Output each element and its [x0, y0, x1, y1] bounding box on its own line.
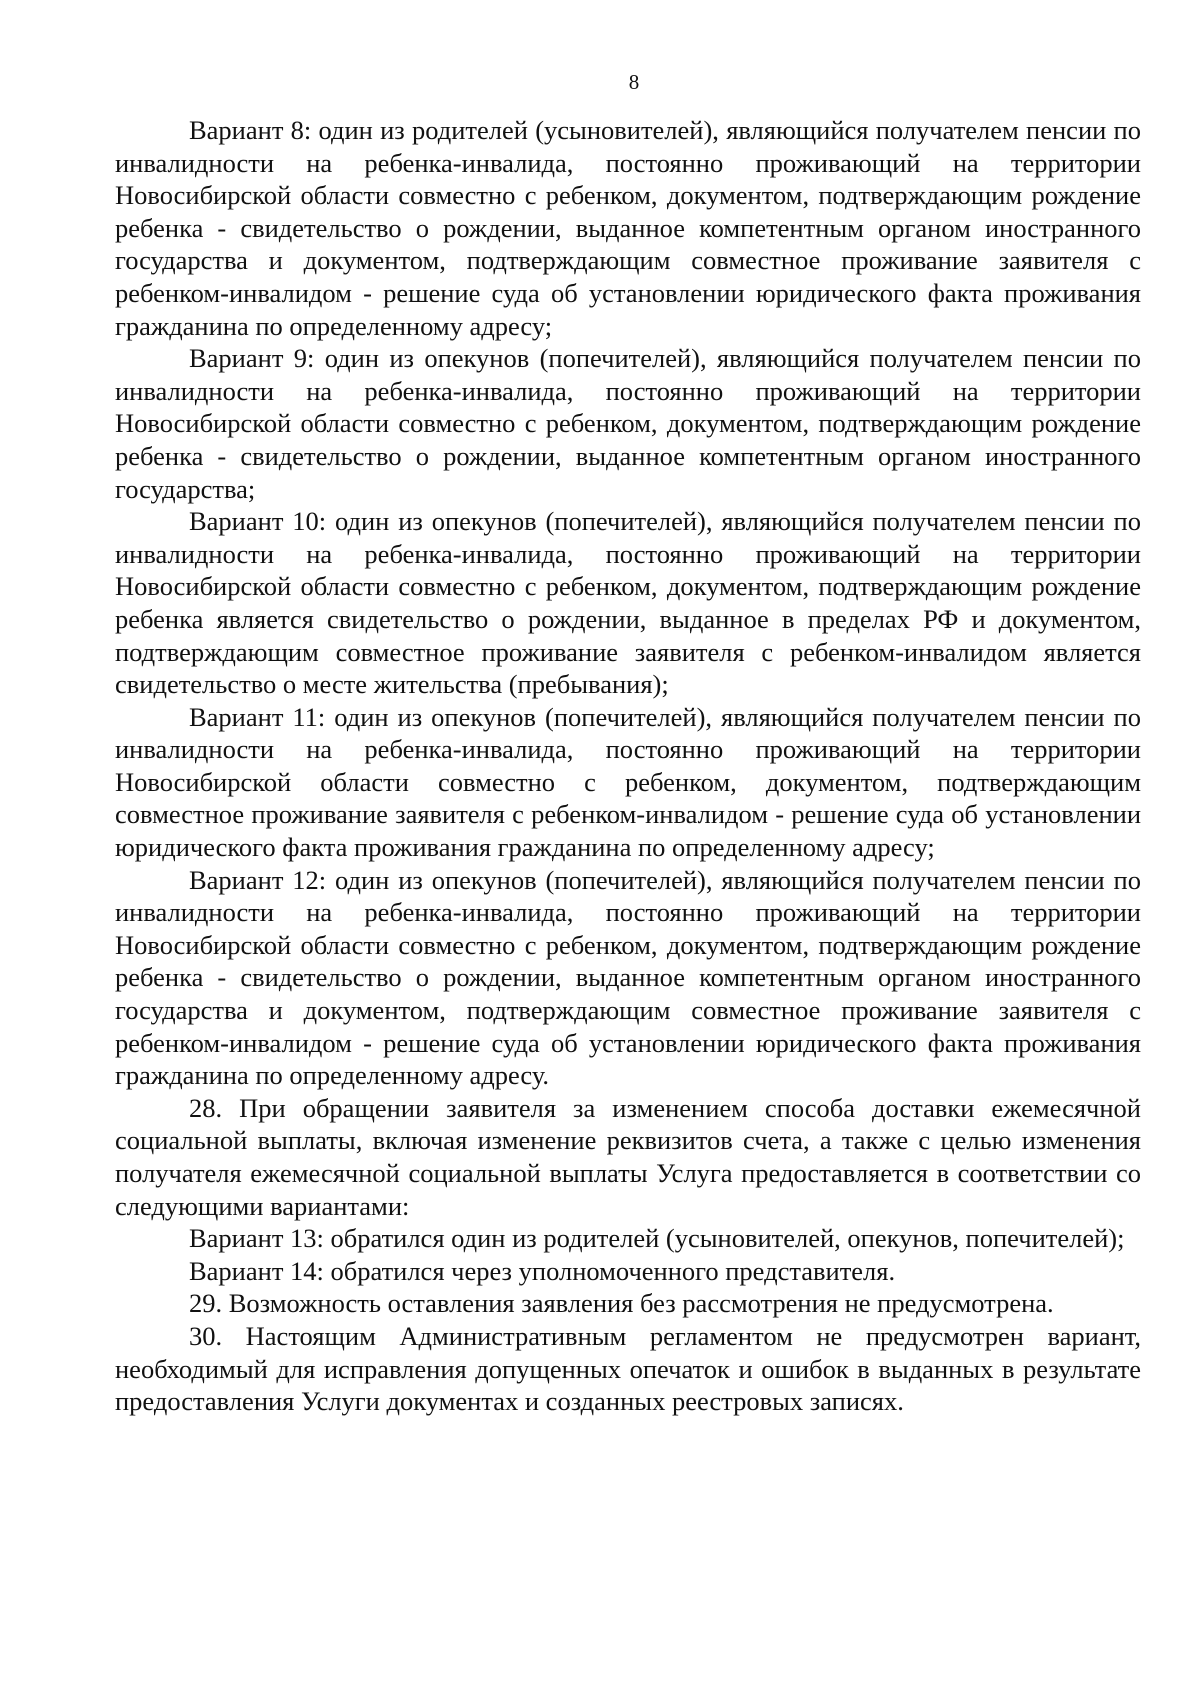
document-body — [115, 114, 1141, 1418]
paragraph-variant-14: Вариант 14: обратился через уполномоченного представителя. — [189, 1255, 896, 1286]
paragraph-variant-11: Вариант 11: один из опекунов (попечителей), являющийся получателем пенсии по инвалидности на ребенка-инвалида, постоянно проживающий на территории Новосибирской области совместно с ребенком, документом, подтверждающим совместное проживание заявителя с ребенком-инвалидом - решение суда об установлении юридического факта проживания гражданина по определенному адресу; — [115, 701, 1141, 863]
paragraph-variant-9: Вариант 9: один из опекунов (попечителей), являющийся получателем пенсии по инвалидности на ребенка-инвалида, постоянно проживающий на территории Новосибирской области совместно с ребенком, документом, подтверждающим рождение ребенка - свидетельство о рождении, выданное компетентным органом иностранного государства; — [115, 343, 1141, 504]
paragraph-variant-12: Вариант 12: один из опекунов (попечителей), являющийся получателем пенсии по инвалидности на ребенка-инвалида, постоянно проживающий на территории Новосибирской области совместно с ребенком, документом, подтверждающим рождение ребенка - свидетельство о рождении, выданное компетентным органом иностранного государства и документом, подтверждающим совместное проживание заявителя с ребенком-инвалидом - решение суда об установлении юридического факта проживания гражданина по определенному адресу. — [115, 864, 1141, 1091]
page-number: 8 — [628, 70, 640, 94]
paragraph-item-29: 29. Возможность оставления заявления без рассмотрения не предусмотрена. — [189, 1288, 1054, 1319]
paragraph-variant-10: Вариант 10: один из опекунов (попечителей), являющийся получателем пенсии по инвалидности на ребенка-инвалида, постоянно проживающий на территории Новосибирской области совместно с ребенком, документом, подтверждающим рождение ребенка является свидетельство о рождении, выданное в пределах РФ и документом, подтверждающим совместное проживание заявителя с ребенком-инвалидом является свидетельство о месте жительства (пребывания); — [115, 506, 1141, 700]
paragraph-variant-13: Вариант 13: обратился один из родителей (усыновителей, опекунов, попечителей); — [189, 1223, 1125, 1254]
paragraph-item-30: 30. Настоящим Административным регламентом не предусмотрен вариант, необходимый для исправления допущенных опечаток и ошибок в выданных в результате предоставления Услуги документах и созданных реестровых записях. — [115, 1320, 1141, 1417]
paragraph-item-28: 28. При обращении заявителя за изменением способа доставки ежемесячной социальной выплаты, включая изменение реквизитов счета, а также с целью изменения получателя ежемесячной социальной выплаты Услуга предоставляется в соответствии со следующими вариантами: — [115, 1092, 1141, 1221]
paragraph-variant-8: Вариант 8: один из родителей (усыновителей), являющийся получателем пенсии по инвалидности на ребенка-инвалида, постоянно проживающий на территории Новосибирской области совместно с ребенком, документом, подтверждающим рождение ребенка - свидетельство о рождении, выданное компетентным органом иностранного государства и документом, подтверждающим совместное проживание заявителя с ребенком-инвалидом - решение суда об установлении юридического факта проживания гражданина по определенному адресу; — [115, 115, 1141, 341]
